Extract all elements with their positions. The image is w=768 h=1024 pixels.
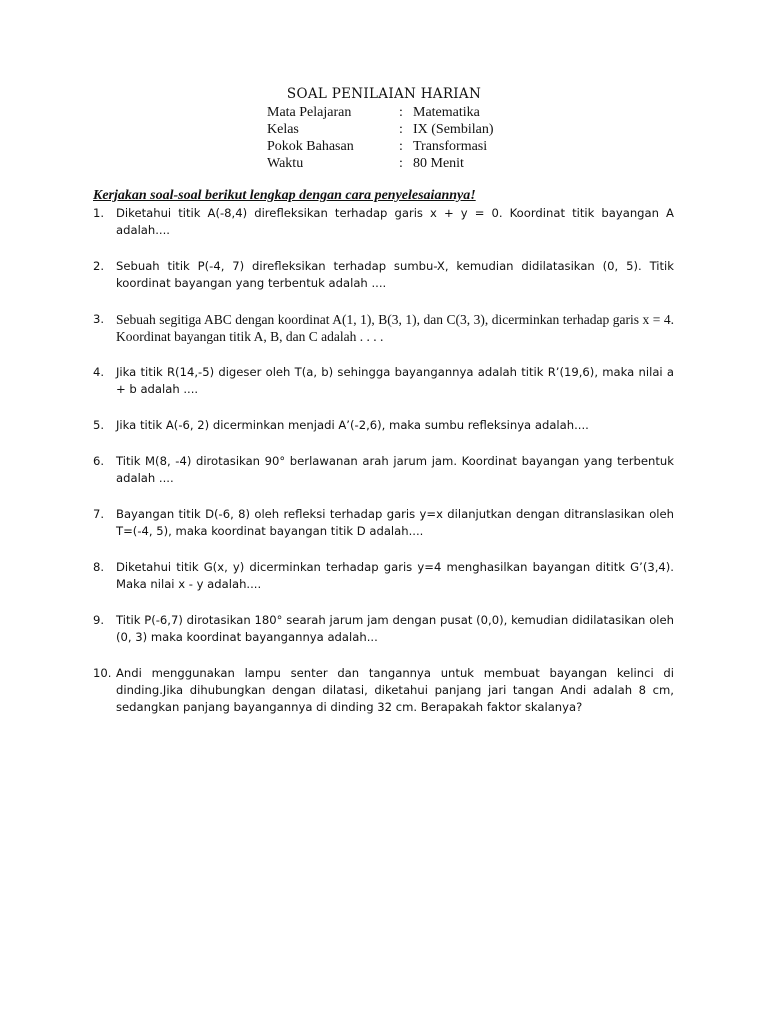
info-value: IX (Sembilan) [413,122,494,137]
question-text: Titik P(-6,7) dirotasikan 180° searah jarum jam dengan pusat (0,0), kemudian didilatasikan oleh (0, 3) maka koordinat bayangannya adalah... [116,613,674,644]
question-text: Andi menggunakan lampu senter dan tangannya untuk membuat bayangan kelinci di dinding.Jika dihubungkan dengan dilatasi, diketahui panjang jari tangan Andi adalah 8 cm, sedangkan panjang bayangannya di dinding 32 cm. Berapakah faktor skalanya? [116,666,674,714]
question-item [93,612,674,646]
question-text: Diketahui titik G(x, y) dicerminkan terhadap garis y=4 menghasilkan bayangan dititk G’(3,4). Maka nilai x - y adalah.... [116,560,674,591]
question-item [93,364,674,398]
question-number: 5. [93,418,105,432]
info-value: Transformasi [413,139,488,154]
question-number: 8. [93,560,105,574]
question-item [93,311,674,345]
question-item [93,258,674,292]
question-text: Sebuah titik P(-4, 7) direfleksikan terhadap sumbu-X, kemudian didilatasikan (0, 5). Titik koordinat bayangan yang terbentuk adalah .... [116,259,674,290]
info-label: Kelas [267,122,299,137]
question-item [93,665,674,716]
info-value: 80 Menit [413,156,464,171]
question-item [93,453,674,487]
question-item [93,559,674,593]
question-number: 2. [93,259,105,273]
question-number: 10. [93,666,112,680]
info-label: Mata Pelajaran [267,105,352,120]
question-text: Sebuah segitiga ABC dengan koordinat A(1, 1), B(3, 1), dan C(3, 3), dicerminkan terhadap garis x = 4. Koordinat bayangan titik A, B, dan C adalah . . . . [116,312,674,344]
question-item [93,506,674,540]
info-colon: : [399,122,403,137]
question-item [93,417,674,434]
question-list [93,205,674,716]
question-text: Jika titik A(-6, 2) dicerminkan menjadi A’(-2,6), maka sumbu refleksinya adalah.... [116,418,589,432]
question-number: 1. [93,206,105,220]
info-row-time [267,155,493,172]
question-item [93,205,674,239]
info-colon: : [399,105,403,120]
info-value: Matematika [413,105,480,120]
question-text: Bayangan titik D(-6, 8) oleh refleksi terhadap garis y=x dilanjutkan dengan ditranslasikan oleh T=(-4, 5), maka koordinat bayangan titik D adalah.... [116,507,674,538]
info-label: Pokok Bahasan [267,139,354,154]
info-row-subject [267,104,493,121]
info-colon: : [399,139,403,154]
info-row-topic [267,138,493,155]
question-number: 6. [93,454,105,468]
page-title: SOAL PENILAIAN HARIAN [286,86,482,102]
question-text: Titik M(8, -4) dirotasikan 90° berlawanan arah jarum jam. Koordinat bayangan yang terbentuk adalah .... [116,454,674,485]
instruction-text: Kerjakan soal-soal berikut lengkap dengan cara penyelesaiannya! [93,188,476,203]
question-number: 4. [93,365,105,379]
question-number: 9. [93,613,105,627]
info-colon: : [399,156,403,171]
question-text: Diketahui titik A(-8,4) direfleksikan terhadap garis x + y = 0. Koordinat titik bayangan A adalah.... [116,206,674,237]
question-number: 7. [93,507,105,521]
question-text: Jika titik R(14,-5) digeser oleh T(a, b) sehingga bayangannya adalah titik R’(19,6), maka nilai a + b adalah .... [116,365,674,396]
info-row-class [267,121,493,138]
header-info-table [267,104,493,172]
info-label: Waktu [267,156,304,171]
question-number: 3. [93,312,105,326]
